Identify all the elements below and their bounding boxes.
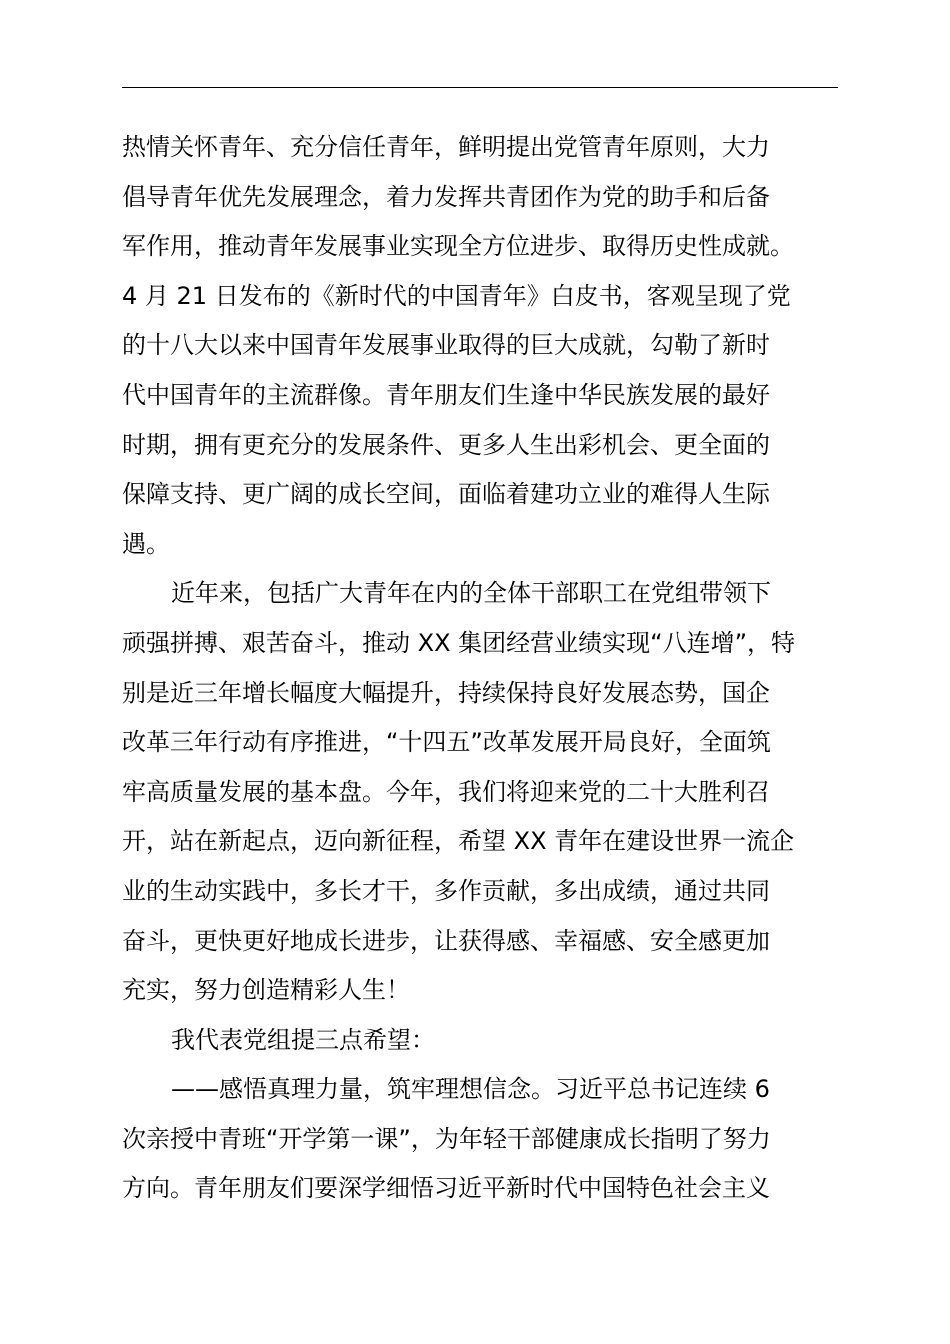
header-rule	[122, 87, 838, 88]
text-line: 顽强拼搏、艰苦奋斗，推动 XX 集团经营业绩实现“八连增”，特	[122, 628, 796, 657]
text-line: 别是近三年增长幅度大幅提升，持续保持良好发展态势，国企	[122, 678, 770, 707]
text-line: 近年来，包括广大青年在内的全体干部职工在党组带领下	[171, 579, 771, 608]
text-line: 改革三年行动有序推进，“十四五”改革发展开局良好，全面筑	[122, 728, 771, 757]
text-line: 牢高质量发展的基本盘。今年，我们将迎来党的二十大胜利召	[122, 777, 770, 806]
text-line: 业的生动实践中，多长才干，多作贡献，多出成绩，通过共同	[122, 876, 770, 905]
body-text	[122, 123, 838, 1214]
text-line: 充实，努力创造精彩人生！	[122, 976, 410, 1005]
text-line: 军作用，推动青年发展事业实现全方位进步、取得历史性成就。	[122, 232, 794, 261]
text-line: 次亲授中青班“开学第一课”，为年轻干部健康成长指明了努力	[122, 1124, 771, 1153]
text-line: 开，站在新起点，迈向新征程，希望 XX 青年在建设世界一流企	[122, 827, 795, 856]
text-line: 热情关怀青年、充分信任青年，鲜明提出党管青年原则，大力	[122, 133, 770, 161]
text-line: 代中国青年的主流群像。青年朋友们生逢中华民族发展的最好	[122, 380, 770, 409]
text-line: 遇。	[122, 529, 170, 558]
text-line: 我代表党组提三点希望：	[171, 1025, 435, 1054]
text-line: 4 月 21 日发布的《新时代的中国青年》白皮书，客观呈现了党	[122, 281, 791, 310]
text-line: 方向。青年朋友们要深学细悟习近平新时代中国特色社会主义	[122, 1174, 770, 1203]
text-line: 时期，拥有更充分的发展条件、更多人生出彩机会、更全面的	[122, 430, 770, 459]
text-line: 的十八大以来中国青年发展事业取得的巨大成就，勾勒了新时	[122, 331, 770, 360]
text-line: ——感悟真理力量，筑牢理想信念。习近平总书记连续 6	[171, 1075, 770, 1104]
text-line: 保障支持、更广阔的成长空间，面临着建功立业的难得人生际	[122, 480, 770, 509]
text-line: 奋斗，更快更好地成长进步，让获得感、幸福感、安全感更加	[122, 926, 770, 955]
text-line: 倡导青年优先发展理念，着力发挥共青团作为党的助手和后备	[122, 182, 770, 211]
